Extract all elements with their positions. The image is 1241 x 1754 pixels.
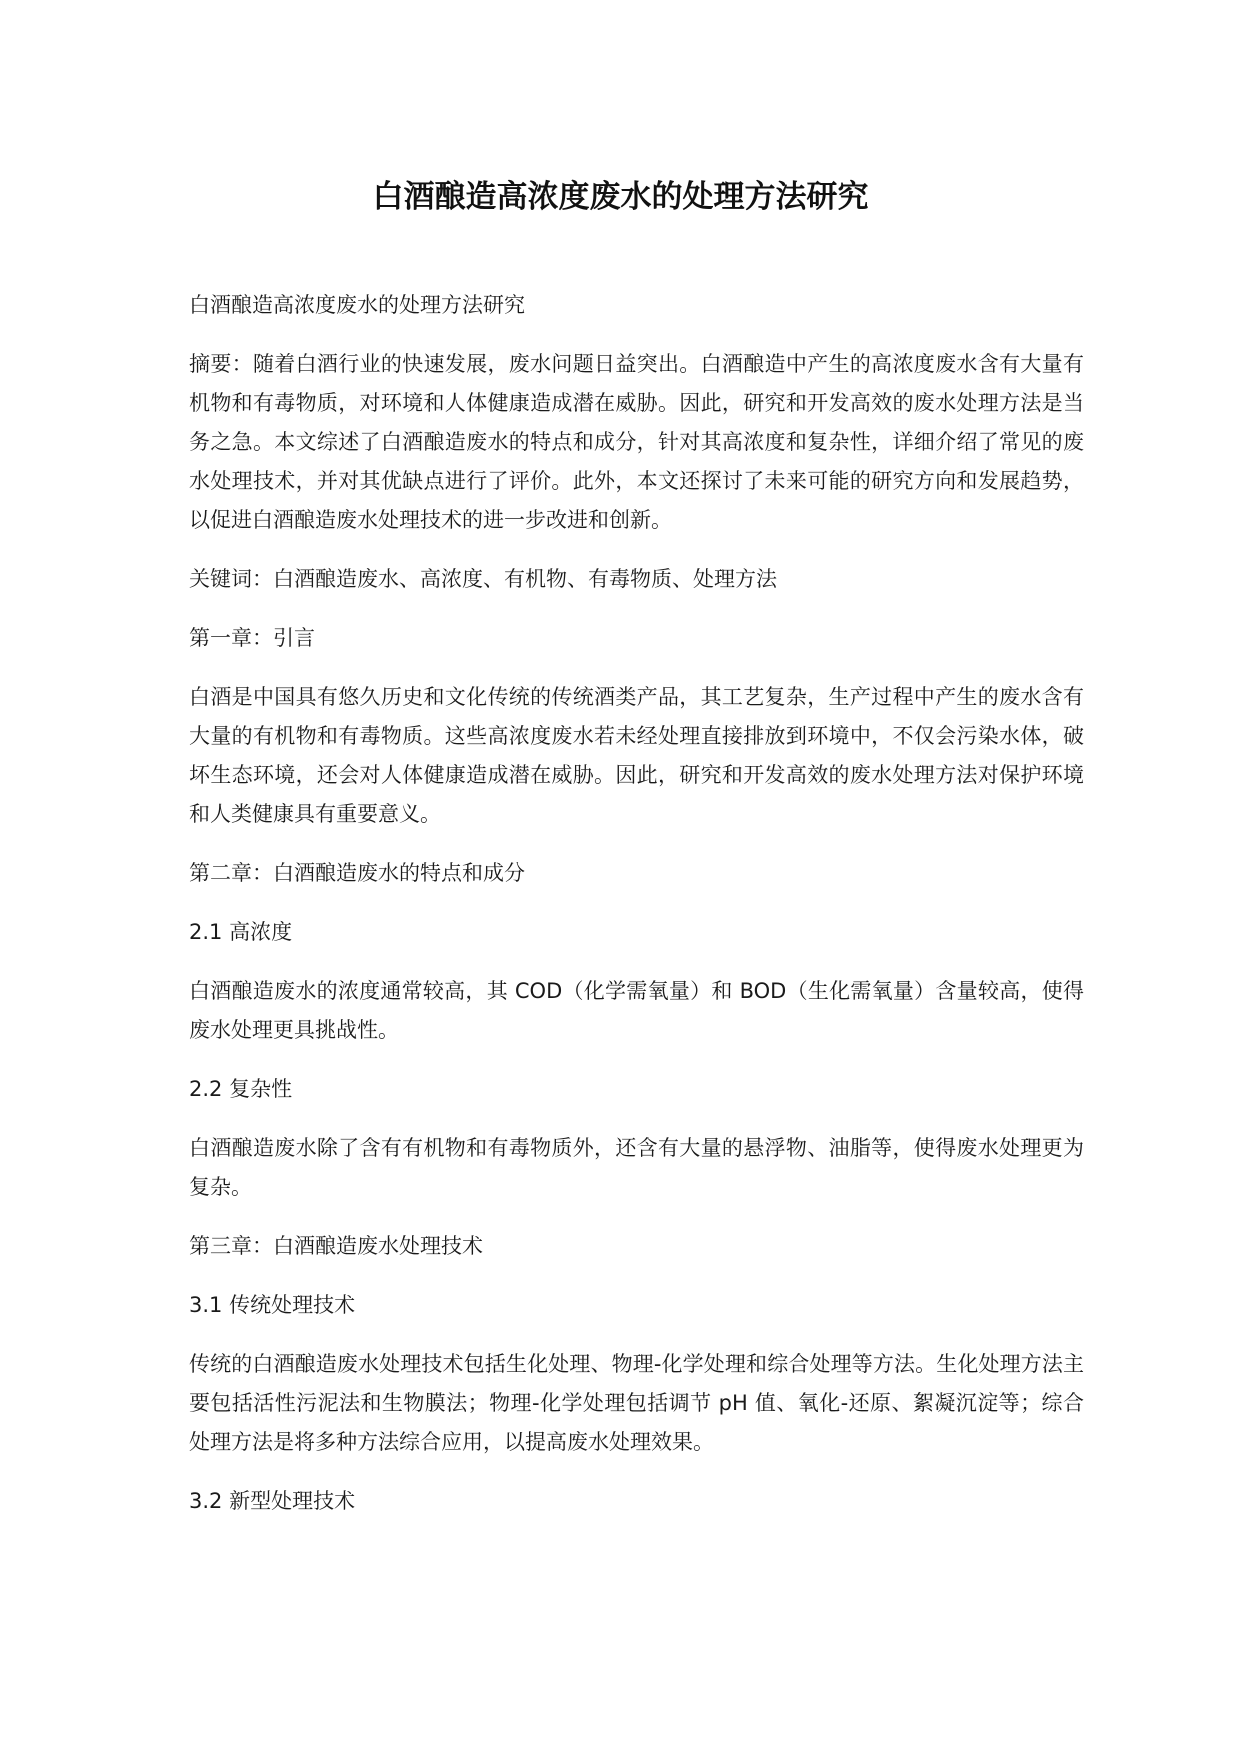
paragraph-abstract: 摘要：随着白酒行业的快速发展，废水问题日益突出。白酒酿造中产生的高浓度废水含有大量有机物和有毒物质，对环境和人体健康造成潜在威胁。因此，研究和开发高效的废水处理方法是当务之急。本文综述了白酒酿造废水的特点和成分，针对其高浓度和复杂性，详细介绍了常见的废水处理技术，并对其优缺点进行了评价。此外，本文还探讨了未来可能的研究方向和发展趋势，以促进白酒酿造废水处理技术的进一步改进和创新。 [189, 352, 1084, 532]
paragraph-section-3-1: 传统的白酒酿造废水处理技术包括生化处理、物理-化学处理和综合处理等方法。生化处理方法主要包括活性污泥法和生物膜法；物理-化学处理包括调节 pH 值、氧化-还原、絮凝沉淀等；综合处理方法是将多种方法综合应用，以提高废水处理效果。 [189, 1352, 1084, 1454]
document-body [189, 286, 1084, 1541]
heading-section-2-2: 2.2 复杂性 [189, 1077, 293, 1101]
paragraph-section-2-1: 白酒酿造废水的浓度通常较高，其 COD（化学需氧量）和 BOD（生化需氧量）含量较高，使得废水处理更具挑战性。 [189, 979, 1084, 1042]
document-title: 白酒酿造高浓度废水的处理方法研究 [372, 179, 869, 215]
heading-chapter-3: 第三章：白酒酿造废水处理技术 [189, 1234, 483, 1258]
heading-section-3-2: 3.2 新型处理技术 [189, 1489, 356, 1513]
heading-section-2-1: 2.1 高浓度 [189, 920, 293, 944]
paragraph-subtitle: 白酒酿造高浓度废水的处理方法研究 [189, 293, 525, 317]
paragraph-section-2-2: 白酒酿造废水除了含有有机物和有毒物质外，还含有大量的悬浮物、油脂等，使得废水处理更为复杂。 [189, 1136, 1084, 1199]
heading-chapter-1: 第一章：引言 [189, 626, 315, 650]
paragraph-keywords: 关键词：白酒酿造废水、高浓度、有机物、有毒物质、处理方法 [189, 567, 777, 591]
heading-section-3-1: 3.1 传统处理技术 [189, 1293, 356, 1317]
heading-chapter-2: 第二章：白酒酿造废水的特点和成分 [189, 861, 525, 885]
paragraph-intro: 白酒是中国具有悠久历史和文化传统的传统酒类产品，其工艺复杂，生产过程中产生的废水含有大量的有机物和有毒物质。这些高浓度废水若未经处理直接排放到环境中，不仅会污染水体，破坏生态环境，还会对人体健康造成潜在威胁。因此，研究和开发高效的废水处理方法对保护环境和人类健康具有重要意义。 [189, 685, 1084, 826]
